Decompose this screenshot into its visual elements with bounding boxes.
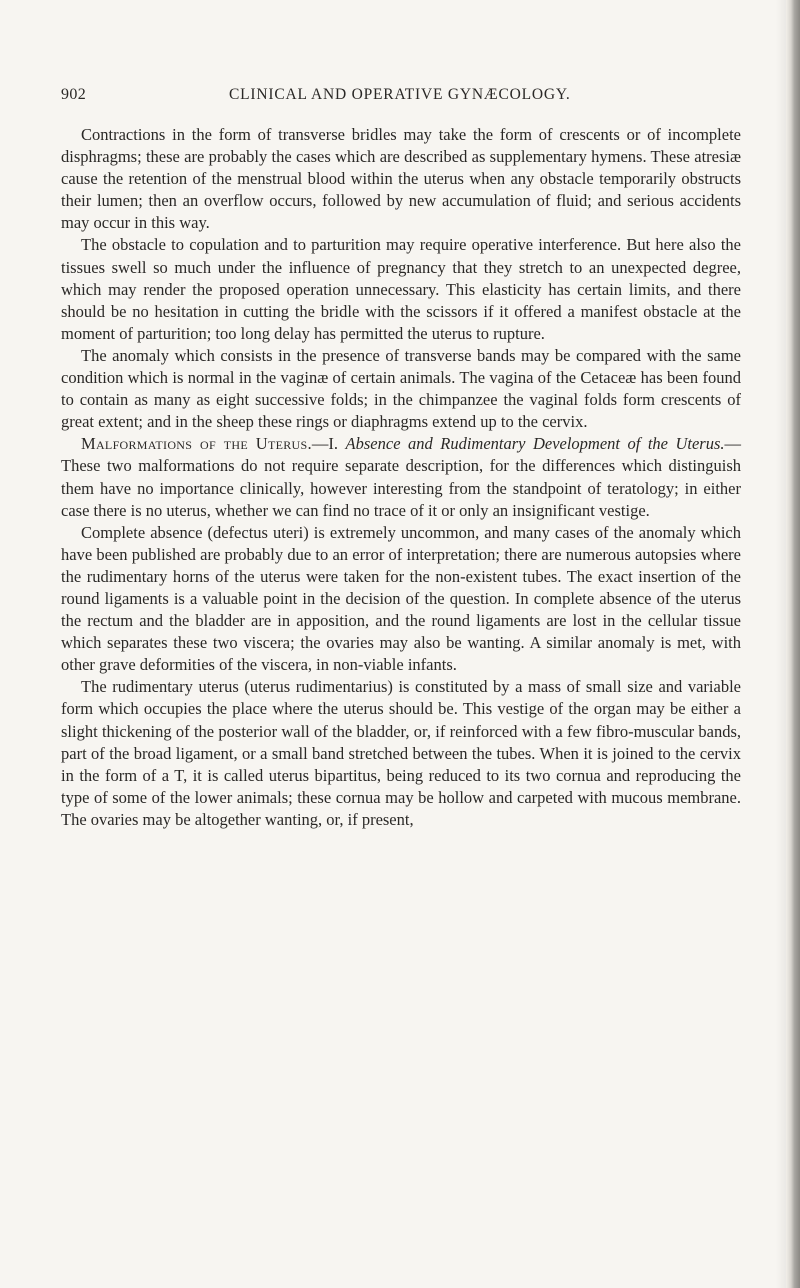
page-number: 902 xyxy=(61,86,87,103)
section-text: —These two malformations do not require separate description, for the differences which distinguish them have no importance clinically, however interesting from the standpoint of teratology; in either case there is no uterus, whether we can find no trace of it or only an insignificant vestige. xyxy=(61,434,742,520)
running-title: CLINICAL AND OPERATIVE GYNÆCOLOGY. xyxy=(229,86,571,103)
gutter-shadow xyxy=(776,0,786,1288)
paragraph-copulation-obstacle: The obstacle to copulation and to parturition may require operative interference. But here also the tissues swell so much under the influence of pregnancy that they stretch to an unexpected degree, which may render the proposed operation unnecessary. This elasticity has certain limits, and there should be no hesitation in cutting the bridle with the scissors if it offered a manifest obstacle at the moment of parturition; too long delay has permitted the uterus to rupture. xyxy=(61,235,741,343)
paragraph-contractions: Contractions in the form of transverse bridles may take the form of crescents or of incomplete disphragms; these are probably the cases which are described as supplementary hymens. These atresiæ cause the retention of the menstrual blood within the uterus when any obstacle temporarily obstructs their lumen; then an overflow occurs, followed by new accumulation of fluid; and serious accidents may occur in this way. xyxy=(61,125,741,233)
section-heading: Malformations of the Uterus. xyxy=(81,434,312,454)
paragraph-complete-absence: Complete absence (defectus uteri) is extremely uncommon, and many cases of the anomaly which have been published are probably due to an error of interpretation; there are numerous autopsies where the rudimentary horns of the uterus were taken for the non-existent tubes. The exact insertion of the round ligaments is a valuable point in the decision of the question. In complete absence of the uterus the rectum and the bladder are in apposition, and the round ligaments are lost in the cellular tissue which separates these two viscera; the ovaries may also be wanting. A similar anomaly is met, with other grave deformities of the viscera, in non-viable infants. xyxy=(61,522,741,675)
section-subheading: Absence and Rudimentary Development of the Uterus. xyxy=(345,434,725,454)
running-header xyxy=(61,86,751,108)
page-edge xyxy=(786,0,800,1288)
paragraph-transverse-bands: The anomaly which consists in the presence of transverse bands may be compared with the same condition which is normal in the vaginæ of certain animals. The vagina of the Cetaceæ has been found to contain as many as eight successive folds; in the chimpanzee the vaginal folds form crescents of great extent; and in the sheep these rings or diaphragms extend up to the cervix. xyxy=(61,345,741,432)
paragraph-rudimentary-uterus: The rudimentary uterus (uterus rudimentarius) is constituted by a mass of small size and variable form which occupies the place where the uterus should be. This vestige of the organ may be either a slight thickening of the posterior wall of the bladder, or, if reinforced with a few fibro-muscular bands, part of the broad ligament, or a small band stretched between the tubes. When it is joined to the cervix in the form of a T, it is called uterus bipartitus, being reduced to its two cornua and reproducing the type of some of the lower animals; these cornua may be hollow and carpeted with mucous membrane. The ovaries may be altogether wanting, or, if present, xyxy=(61,677,741,829)
section-malformations-uterus xyxy=(61,433,741,521)
page-body xyxy=(61,124,741,831)
section-number: —I. xyxy=(311,434,339,454)
